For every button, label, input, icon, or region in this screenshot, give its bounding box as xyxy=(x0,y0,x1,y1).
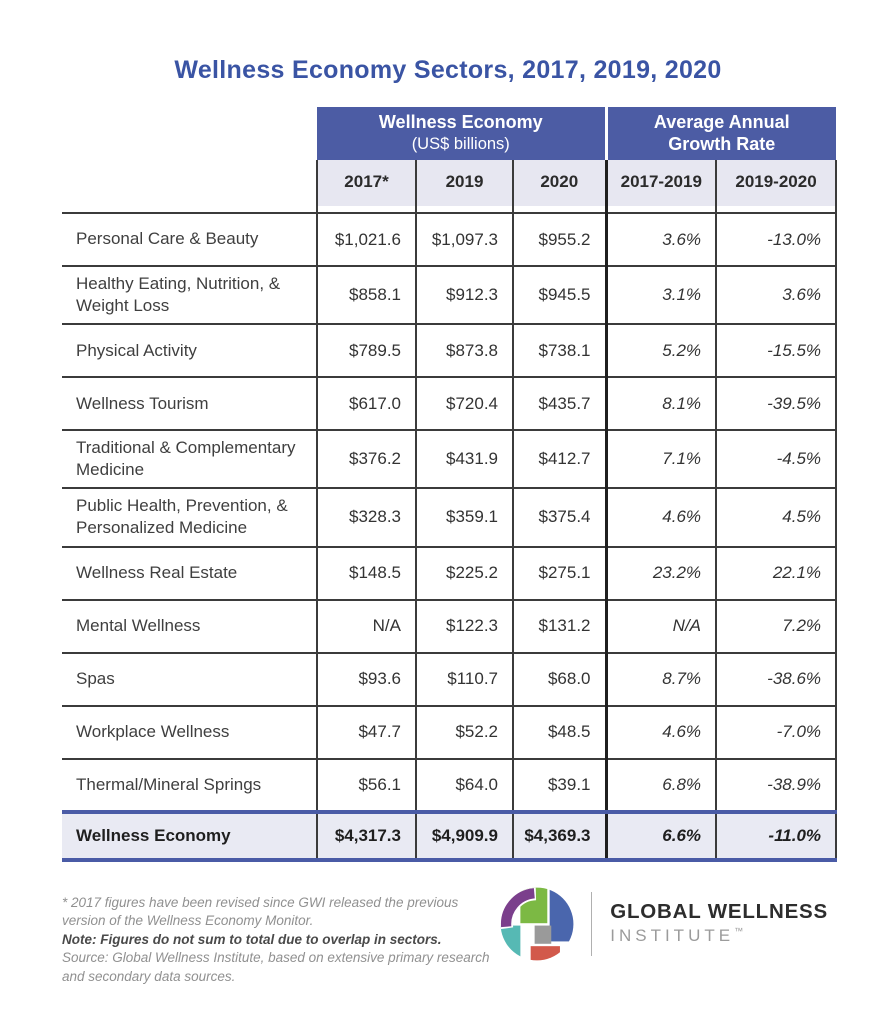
sector-label: Traditional & Complementary Medicine xyxy=(62,430,317,488)
footnote-revision: * 2017 figures have been revised since GWI released the previous version of the Wellness Economy Monitor. xyxy=(62,894,459,929)
sector-value-2017: $789.5 xyxy=(317,324,416,377)
sector-growth-2019-2020: 7.2% xyxy=(716,600,836,653)
sector-row xyxy=(62,706,836,759)
sector-value-2017: $617.0 xyxy=(317,377,416,430)
sector-value-2017: $1,021.6 xyxy=(317,213,416,266)
sector-value-2020: $945.5 xyxy=(513,266,606,324)
sector-value-2019: $720.4 xyxy=(416,377,513,430)
sector-value-2017: $56.1 xyxy=(317,759,416,812)
column-header-2017-2019: 2017-2019 xyxy=(606,160,716,213)
group-header-row xyxy=(62,107,836,160)
sector-value-2019: $873.8 xyxy=(416,324,513,377)
sector-row xyxy=(62,377,836,430)
sector-row xyxy=(62,600,836,653)
sector-growth-2017-2019: 8.7% xyxy=(606,653,716,706)
sector-growth-2019-2020: -15.5% xyxy=(716,324,836,377)
sector-row xyxy=(62,266,836,324)
column-header-2019: 2019 xyxy=(416,160,513,213)
sector-value-2019: $52.2 xyxy=(416,706,513,759)
sector-growth-2017-2019: 5.2% xyxy=(606,324,716,377)
sector-growth-2019-2020: 22.1% xyxy=(716,547,836,600)
page-title: Wellness Economy Sectors, 2017, 2019, 2020 xyxy=(174,56,722,84)
sector-label: Thermal/Mineral Springs xyxy=(62,759,317,812)
sector-value-2019: $1,097.3 xyxy=(416,213,513,266)
header-corner-spacer xyxy=(62,107,317,160)
total-value-2019: $4,909.9 xyxy=(416,812,513,860)
sector-value-2020: $738.1 xyxy=(513,324,606,377)
column-header-row xyxy=(62,160,836,213)
sector-value-2017: $376.2 xyxy=(317,430,416,488)
group-header-line1: Wellness Economy xyxy=(378,112,543,133)
total-label: Wellness Economy xyxy=(62,812,317,860)
sector-value-2017: $858.1 xyxy=(317,266,416,324)
column-header-2020: 2020 xyxy=(513,160,606,213)
sector-growth-2017-2019: 3.6% xyxy=(606,213,716,266)
trademark-symbol: ™ xyxy=(734,925,744,936)
total-growth-2019-2020: -11.0% xyxy=(716,812,836,860)
sector-value-2020: $435.7 xyxy=(513,377,606,430)
gwi-logo xyxy=(499,886,828,962)
sector-value-2020: $955.2 xyxy=(513,213,606,266)
sector-row xyxy=(62,653,836,706)
column-header-2019-2020: 2019-2020 xyxy=(716,160,836,213)
sector-value-2020: $39.1 xyxy=(513,759,606,812)
page-footer xyxy=(62,882,836,987)
sector-value-2020: $48.5 xyxy=(513,706,606,759)
logo-text xyxy=(610,900,828,947)
sector-label: Healthy Eating, Nutrition, & Weight Loss xyxy=(62,266,317,324)
total-value-2020: $4,369.3 xyxy=(513,812,606,860)
sector-label: Spas xyxy=(62,653,317,706)
sector-growth-2019-2020: 3.6% xyxy=(716,266,836,324)
sector-growth-2019-2020: -13.0% xyxy=(716,213,836,266)
sector-row xyxy=(62,759,836,812)
group-header-line1: Average Annual xyxy=(653,111,790,132)
footnote-source: Source: Global Wellness Institute, based on extensive primary research and secondary data sources. xyxy=(62,950,490,985)
sector-value-2017: $148.5 xyxy=(317,547,416,600)
sector-row xyxy=(62,488,836,546)
sector-value-2017: $93.6 xyxy=(317,653,416,706)
sector-label: Personal Care & Beauty xyxy=(62,213,317,266)
sector-value-2019: $64.0 xyxy=(416,759,513,812)
group-header-line2: (US$ billions) xyxy=(411,135,510,154)
sector-growth-2019-2020: -39.5% xyxy=(716,377,836,430)
column-header-2017: 2017* xyxy=(317,160,416,213)
sector-value-2020: $275.1 xyxy=(513,547,606,600)
sector-value-2019: $431.9 xyxy=(416,430,513,488)
header-corner-spacer xyxy=(62,160,317,213)
sector-growth-2017-2019: N/A xyxy=(606,600,716,653)
sector-label: Mental Wellness xyxy=(62,600,317,653)
sector-growth-2019-2020: 4.5% xyxy=(716,488,836,546)
sector-value-2020: $412.7 xyxy=(513,430,606,488)
sector-label: Wellness Real Estate xyxy=(62,547,317,600)
sector-growth-2017-2019: 23.2% xyxy=(606,547,716,600)
sector-growth-2019-2020: -4.5% xyxy=(716,430,836,488)
sector-growth-2017-2019: 7.1% xyxy=(606,430,716,488)
sector-value-2017: $328.3 xyxy=(317,488,416,546)
sector-label: Physical Activity xyxy=(62,324,317,377)
logo-divider xyxy=(591,892,592,956)
sector-value-2019: $225.2 xyxy=(416,547,513,600)
sector-growth-2019-2020: -7.0% xyxy=(716,706,836,759)
sector-growth-2019-2020: -38.6% xyxy=(716,653,836,706)
gwi-logo-mark-icon xyxy=(499,886,575,962)
sector-value-2020: $375.4 xyxy=(513,488,606,546)
sector-row xyxy=(62,547,836,600)
total-growth-2017-2019: 6.6% xyxy=(606,812,716,860)
sector-row xyxy=(62,213,836,266)
sector-value-2020: $68.0 xyxy=(513,653,606,706)
sector-value-2020: $131.2 xyxy=(513,600,606,653)
sector-growth-2017-2019: 6.8% xyxy=(606,759,716,812)
group-header-growth-rate xyxy=(606,107,836,160)
sector-label: Wellness Tourism xyxy=(62,377,317,430)
sector-value-2017: $47.7 xyxy=(317,706,416,759)
sector-label: Workplace Wellness xyxy=(62,706,317,759)
sector-value-2019: $912.3 xyxy=(416,266,513,324)
logo-institute: INSTITUTE™ xyxy=(610,925,744,945)
total-value-2017: $4,317.3 xyxy=(317,812,416,860)
sector-row xyxy=(62,324,836,377)
sector-value-2017: N/A xyxy=(317,600,416,653)
sector-growth-2017-2019: 3.1% xyxy=(606,266,716,324)
sector-growth-2017-2019: 4.6% xyxy=(606,706,716,759)
total-row xyxy=(62,812,836,860)
sector-growth-2019-2020: -38.9% xyxy=(716,759,836,812)
footnote-overlap-note: Note: Figures do not sum to total due to overlap in sectors. xyxy=(62,931,442,947)
group-header-line2: Growth Rate xyxy=(668,133,776,154)
footnotes xyxy=(62,882,499,987)
sector-row xyxy=(62,430,836,488)
sector-label: Public Health, Prevention, & Personalized Medicine xyxy=(62,488,317,546)
sector-value-2019: $122.3 xyxy=(416,600,513,653)
sector-growth-2017-2019: 4.6% xyxy=(606,488,716,546)
sector-value-2019: $359.1 xyxy=(416,488,513,546)
group-header-wellness-economy xyxy=(317,107,606,160)
logo-name: GLOBAL WELLNESS xyxy=(610,900,828,924)
sector-value-2019: $110.7 xyxy=(416,653,513,706)
sector-growth-2017-2019: 8.1% xyxy=(606,377,716,430)
wellness-sectors-table xyxy=(62,107,837,862)
